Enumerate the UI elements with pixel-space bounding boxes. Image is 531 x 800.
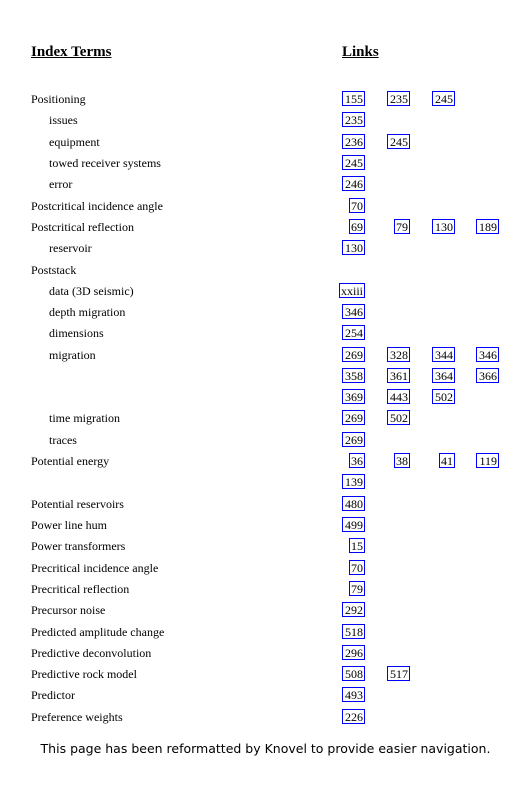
index-term: towed receiver systems [49,156,161,170]
page-link[interactable]: 130 [432,219,455,234]
page-link[interactable]: 226 [342,709,365,724]
index-entry-row [0,281,531,302]
footer-note: This page has been reformatted by Knovel to provide easier navigation. [40,741,491,756]
index-entry-row [0,622,531,643]
index-entry-row [0,600,531,621]
index-entry-row [0,196,531,217]
index-term: data (3D seismic) [49,284,134,298]
index-entry-row [0,408,531,429]
page-link[interactable]: 41 [441,454,453,468]
index-term: issues [49,113,78,127]
page-link[interactable]: 235 [387,91,410,106]
index-entry-row [0,89,531,110]
index-term: Potential energy [31,454,110,468]
page-link[interactable]: 254 [342,325,365,340]
index-entry-row [0,430,531,451]
index-entry-row [0,536,531,557]
index-term: dimensions [49,326,104,340]
page-link[interactable]: xxiii [341,284,364,298]
page-link[interactable]: 296 [342,645,365,660]
index-term: Predictor [31,688,75,702]
index-term: Precritical reflection [31,582,130,596]
index-entry-row [0,579,531,600]
index-term: Power transformers [31,539,126,553]
index-entry-row [0,387,531,408]
page-link[interactable]: 346 [342,304,365,319]
index-term: Predictive rock model [31,667,137,681]
page-link[interactable]: 15 [351,539,363,553]
index-term: Precritical incidence angle [31,561,159,575]
index-entry-row [0,558,531,579]
page-link[interactable]: 155 [342,91,365,106]
page-link[interactable]: 358 [342,368,365,383]
index-term: Postcritical reflection [31,220,134,234]
page-link[interactable]: 38 [396,454,408,468]
page-link[interactable]: 246 [342,176,365,191]
page-link[interactable]: 518 [342,624,365,639]
index-entry-row [0,685,531,706]
page-link[interactable]: 139 [342,474,365,489]
index-entry-row [0,260,531,281]
page-link[interactable]: 292 [342,602,365,617]
index-entry-row [0,174,531,195]
page-link[interactable]: 36 [351,454,363,468]
index-term: reservoir [49,241,92,255]
page-link[interactable]: 189 [476,219,499,234]
index-entry-row [0,451,531,472]
index-entry-row [0,110,531,131]
index-term: Positioning [31,92,86,106]
index-term: depth migration [49,305,126,319]
index-term: Predicted amplitude change [31,625,165,639]
page-link[interactable]: 502 [387,410,410,425]
page-link[interactable]: 369 [342,389,365,404]
page-link[interactable]: 269 [342,347,365,362]
index-entry-row [0,132,531,153]
index-term: migration [49,348,96,362]
index-entry-row [0,707,531,728]
page-link[interactable]: 480 [342,496,365,511]
page-link[interactable]: 245 [387,134,410,149]
index-entry-row [0,302,531,323]
page-link[interactable]: 499 [342,517,365,532]
index-entry-row [0,345,531,366]
page-link[interactable]: 119 [476,453,499,468]
page-link[interactable]: 502 [432,389,455,404]
page-link[interactable]: 364 [432,368,455,383]
page-link[interactable]: 236 [342,134,365,149]
page-link[interactable]: 235 [342,112,365,127]
index-term: equipment [49,135,100,149]
index-term: traces [49,433,77,447]
index-term: Poststack [31,263,77,277]
page-link[interactable]: 245 [432,91,455,106]
index-entry-row [0,323,531,344]
index-term: time migration [49,411,120,425]
page-link[interactable]: 493 [342,687,365,702]
index-term: error [49,177,73,191]
index-term: Precursor noise [31,603,106,617]
index-term: Potential reservoirs [31,497,124,511]
links-heading: Links [342,44,379,60]
index-entry-row [0,472,531,493]
index-term: Preference weights [31,710,123,724]
page-link[interactable]: 517 [387,666,410,681]
page-link[interactable]: 245 [342,155,365,170]
page-link[interactable]: 366 [476,368,499,383]
index-entry-row [0,366,531,387]
page-link[interactable]: 361 [387,368,410,383]
index-entry-row [0,217,531,238]
page-link[interactable]: 269 [342,432,365,447]
index-entry-row [0,238,531,259]
page-link[interactable]: 508 [342,666,365,681]
page-link[interactable]: 130 [342,240,365,255]
index-terms-heading: Index Terms [31,44,112,60]
page-link[interactable]: 344 [432,347,455,362]
page-link[interactable]: 269 [342,410,365,425]
page-link[interactable]: 346 [476,347,499,362]
page-link[interactable]: 443 [387,389,410,404]
page-link[interactable]: 70 [351,561,363,575]
page-link[interactable]: 69 [351,220,363,234]
index-entry-row [0,664,531,685]
page-link[interactable]: 328 [387,347,410,362]
index-term: Predictive deconvolution [31,646,152,660]
page-link[interactable]: 79 [351,582,363,596]
page-link[interactable]: 79 [396,220,408,234]
index-term: Postcritical incidence angle [31,199,163,213]
index-term: Power line hum [31,518,107,532]
index-entry-row [0,494,531,515]
index-entry-row [0,643,531,664]
index-entry-row [0,515,531,536]
index-entry-row [0,153,531,174]
page-link[interactable]: 70 [351,199,363,213]
